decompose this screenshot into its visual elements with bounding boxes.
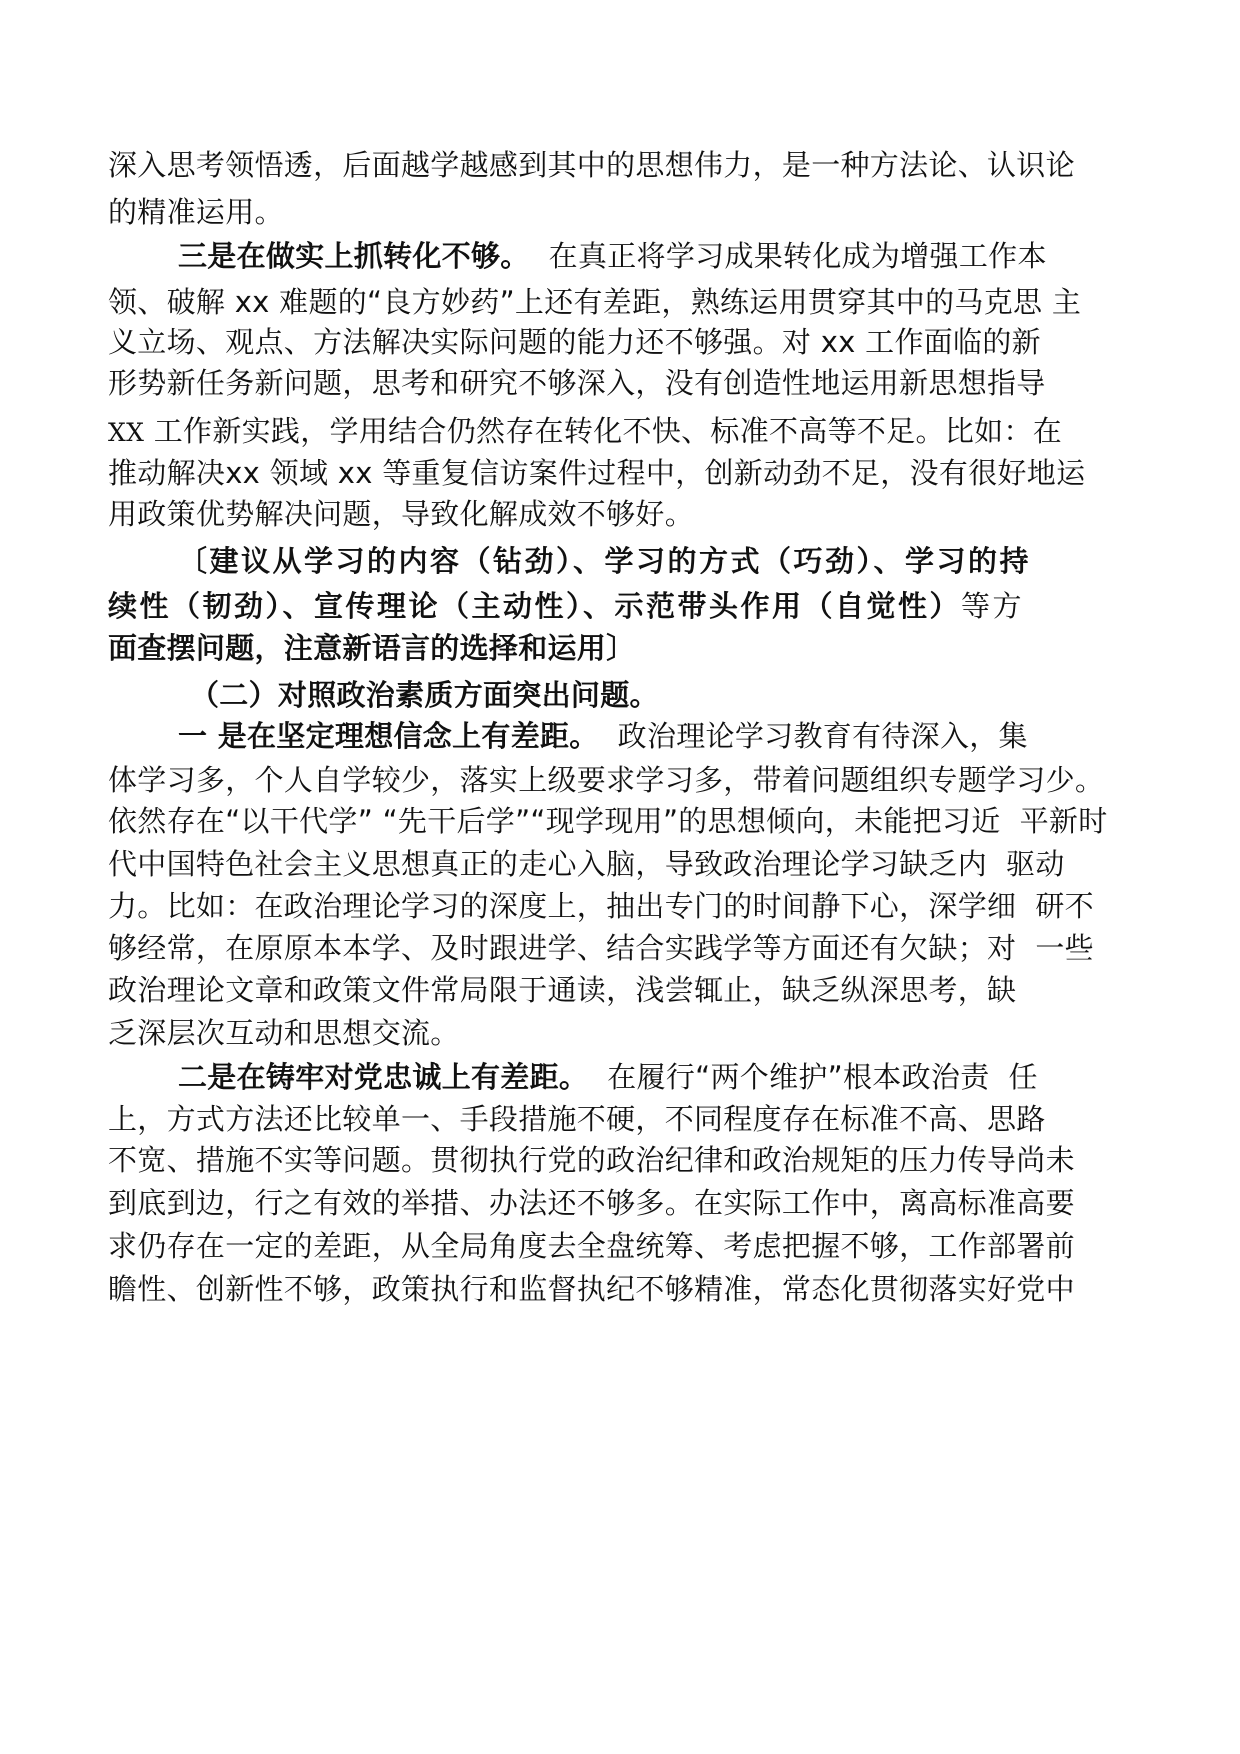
body-text-line: 义立场、观点、方法解决实际问题的能力还不够强。对 xx 工作面临的新 bbox=[108, 325, 1041, 359]
suggestion-note-bold: 续性（韧劲）、宣传理论（主动性）、示范带头作用（自觉性） bbox=[108, 589, 962, 623]
body-text-line bbox=[108, 410, 1062, 452]
section-heading: （二）对照政治素质方面突出问题。 bbox=[190, 678, 659, 712]
body-text-segment: 在履行“两个维护”根本政治责 任 bbox=[588, 1060, 1038, 1094]
body-text-line: 深入思考领悟透，后面越学越感到其中的思想伟力，是一种方法论、认识论 bbox=[108, 148, 1075, 182]
paragraph-three-line bbox=[178, 235, 1047, 277]
body-text-line: 瞻性、创新性不够，政策执行和监督执纪不够精准，常态化贯彻落实好党中 bbox=[108, 1272, 1075, 1306]
body-text-line: 不宽、措施不实等问题。贯彻执行党的政治纪律和政治规矩的压力传导尚未 bbox=[108, 1143, 1075, 1177]
paragraph-heading-three: 三是在做实上抓转化不够。 bbox=[178, 239, 530, 273]
body-text-segment: 在真正将学习成果转化成为增强工作本 bbox=[529, 239, 1047, 273]
body-text-segment: 政治理论学习教育有待深入，集 bbox=[598, 719, 1028, 753]
paragraph-heading-one: 一 是在坚定理想信念上有差距。 bbox=[178, 719, 599, 753]
body-text-line: 政治理论文章和政策文件常局限于通读，浅尝辄止，缺乏纵深思考，缺 bbox=[108, 973, 1017, 1007]
body-text-segment: 工作新实践，学用结合仍然存在转化不快、标准不高等不足。比如：在 bbox=[144, 414, 1063, 448]
paragraph-heading-two: 二是在铸牢对党忠诚上有差距。 bbox=[178, 1060, 589, 1094]
paragraph-one-line bbox=[178, 715, 1028, 757]
suggestion-note-line bbox=[108, 585, 1024, 627]
body-text-line: 领、破解 xx 难题的“良方妙药”上还有差距，熟练运用贯穿其中的马克思 主 bbox=[108, 285, 1082, 319]
body-text-line: 依然存在“以干代学” “先干后学”“现学现用”的思想倾向，未能把习近 平新时 bbox=[108, 804, 1108, 838]
suggestion-note-line: 〔建议从学习的内容（钻劲）、学习的方式（巧劲）、学习的持 bbox=[178, 544, 1032, 578]
body-text-line: 够经常，在原原本本学、及时跟进学、结合实践学等方面还有欠缺；对 一些 bbox=[108, 931, 1094, 965]
body-text-line: 推动解决xx 领域 xx 等重复信访案件过程中，创新动劲不足，没有很好地运 bbox=[108, 456, 1086, 490]
body-text-line: 力。比如：在政治理论学习的深度上，抽出专门的时间静下心，深学细 研不 bbox=[108, 889, 1094, 923]
body-text-line: 乏深层次互动和思想交流。 bbox=[108, 1016, 460, 1050]
body-text-line: 用政策优势解决问题，导致化解成效不够好。 bbox=[108, 497, 695, 531]
body-text-line: 上，方式方法还比较单一、手段措施不硬，不同程度存在标准不高、思路 bbox=[108, 1102, 1046, 1136]
body-text-line: 到底到边，行之有效的举措、办法还不够多。在实际工作中，离高标准高要 bbox=[108, 1186, 1075, 1220]
suggestion-note-plain: 等方 bbox=[961, 589, 1025, 623]
body-text-line: 代中国特色社会主义思想真正的走心入脑，导致政治理论学习缺乏内 驱动 bbox=[108, 847, 1065, 881]
paragraph-two-line bbox=[178, 1056, 1038, 1098]
body-text-line: 体学习多，个人自学较少，落实上级要求学习多，带着问题组织专题学习少。 bbox=[108, 763, 1105, 797]
suggestion-note-line: 面查摆问题，注意新语言的选择和运用〕 bbox=[108, 631, 636, 665]
body-text-line: 的精准运用。 bbox=[108, 195, 284, 229]
placeholder-xx: XX bbox=[108, 418, 145, 447]
body-text-line: 求仍存在一定的差距，从全局角度去全盘统筹、考虑把握不够，工作部署前 bbox=[108, 1229, 1075, 1263]
body-text-line: 形势新任务新问题，思考和研究不够深入，没有创造性地运用新思想指导 bbox=[108, 366, 1046, 400]
